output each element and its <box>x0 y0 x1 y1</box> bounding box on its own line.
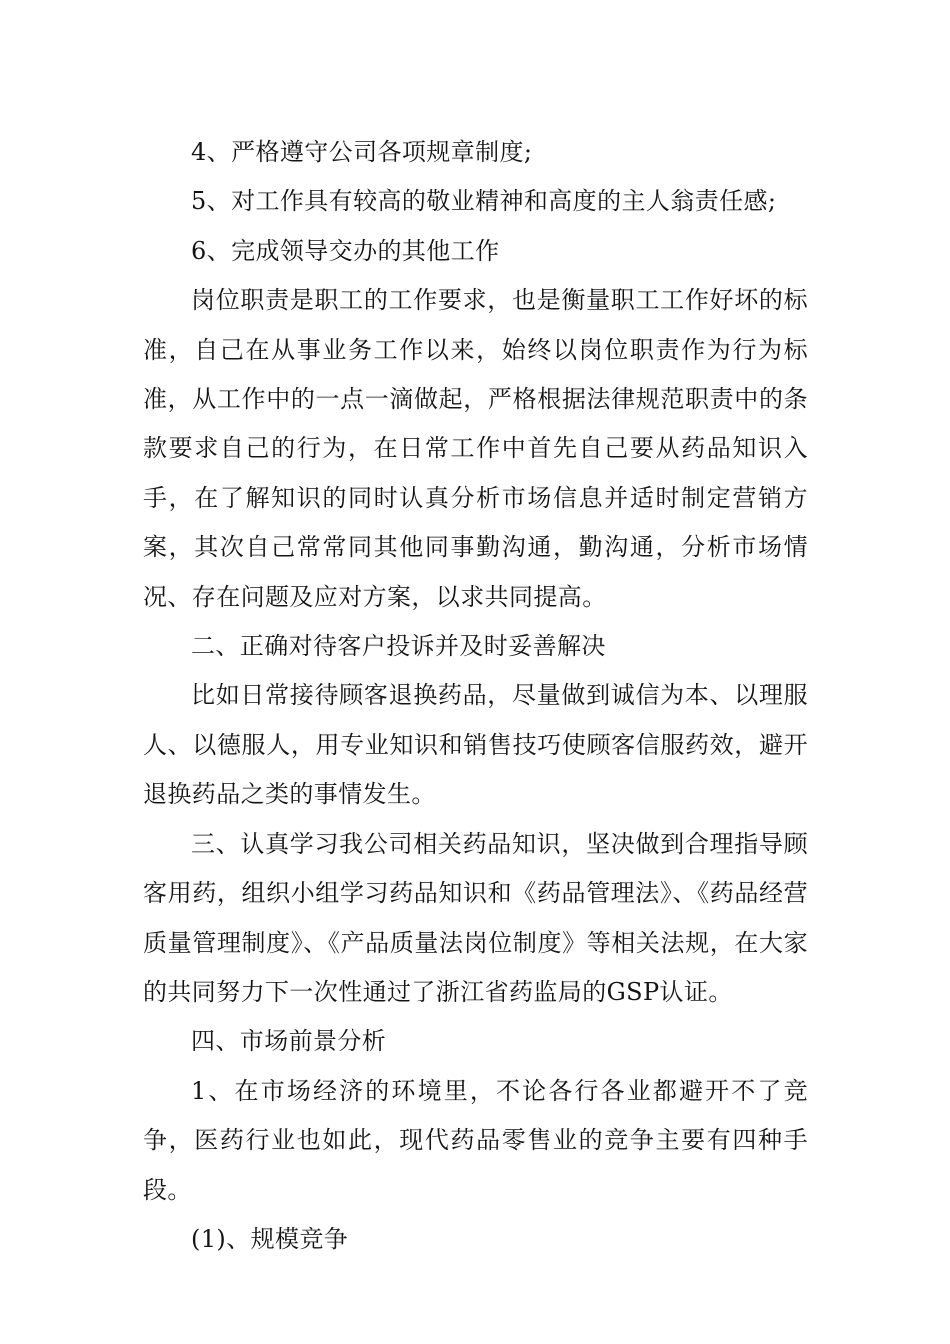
paragraph-rule-4: 4、严格遵守公司各项规章制度; <box>191 138 533 166</box>
document-body <box>143 128 808 1264</box>
list-item-scale-competition: (1)、规模竞争 <box>191 1224 349 1253</box>
paragraph-rule-5: 5、对工作具有较高的敬业精神和高度的主人翁责任感; <box>191 187 777 216</box>
paragraph-market-competition: 1、在市场经济的环境里，不论各行各业都避开不了竞争，医药行业也如此，现代药品零售业的竞争主要有四种手段。 <box>143 1076 808 1204</box>
paragraph-rule-6: 6、完成领导交办的其他工作 <box>191 236 500 265</box>
paragraph-job-duties: 岗位职责是职工的工作要求，也是衡量职工工作好坏的标准，自己在从事业务工作以来，始终以岗位职责作为行为标准，从工作中的一点一滴做起，严格根据法律规范职责中的条款要求自己的行为，在日常工作中首先自己要从药品知识入手，在了解知识的同时认真分析市场信息并适时制定营销方案，其次自己常常同其他同事勤沟通，勤沟通，分析市场情况、存在问题及应对方案，以求共同提高。 <box>143 286 808 611</box>
section-heading-4: 四、市场前景分析 <box>191 1027 387 1056</box>
paragraph-customer-returns: 比如日常接待顾客退换药品，尽量做到诚信为本、以理服人、以德服人，用专业知识和销售技巧使顾客信服药效，避开退换药品之类的事情发生。 <box>143 681 808 809</box>
section-heading-3: 三、认真学习我公司相关药品知识，坚决做到合理指导顾客用药，组织小组学习药品知识和《药品管理法》、《药品经营质量管理制度》、《产品质量法岗位制度》等相关法规，在大家的共同努力下一次性通过了浙江省药监局的GSP认证。 <box>143 829 808 1006</box>
section-heading-2: 二、正确对待客户投诉并及时妥善解决 <box>191 632 606 661</box>
